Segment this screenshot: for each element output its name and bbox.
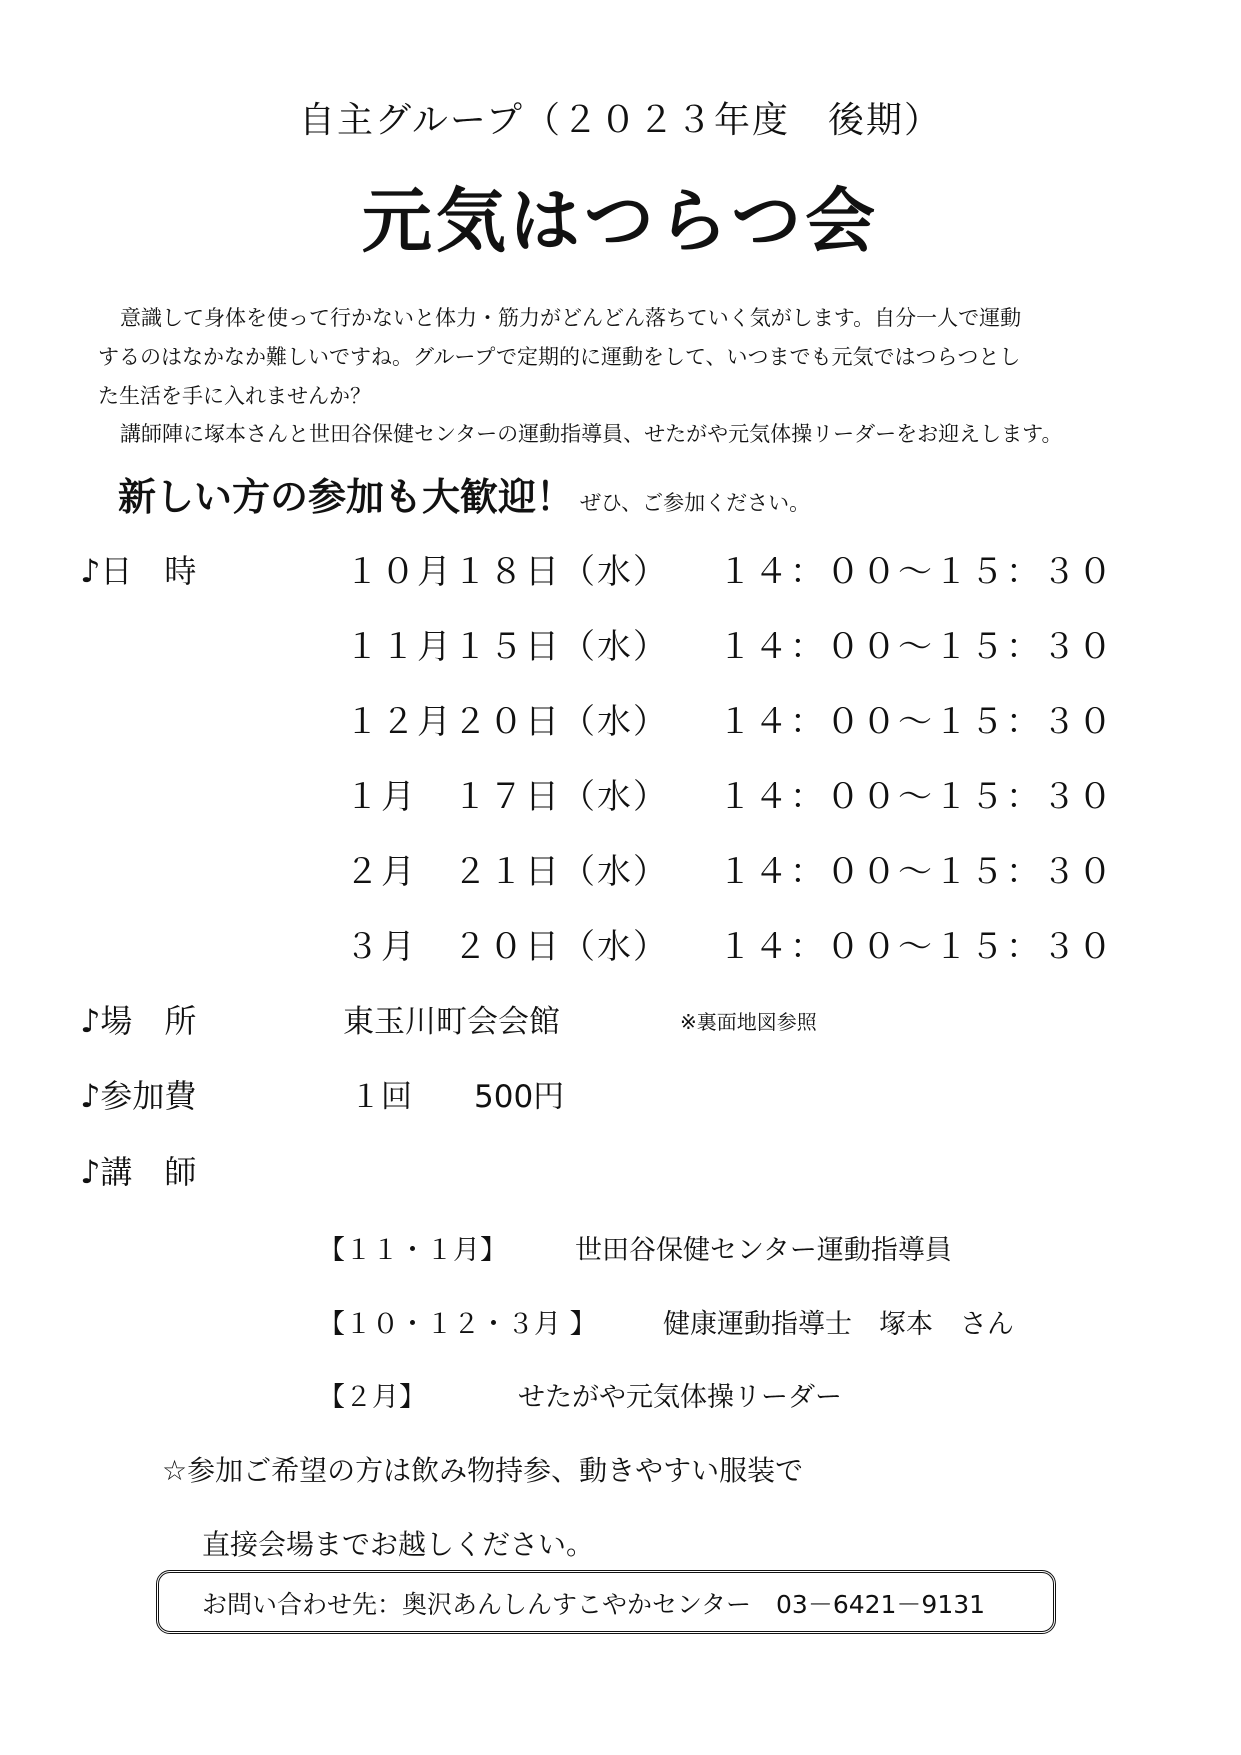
contact-info: お問い合わせ先：奥沢あんしんすこやかセンター 03－6421－9131: [202, 1590, 986, 1619]
lecturer-months: 【１０・１２・３月 】: [318, 1309, 597, 1340]
schedule-date: １０月１８日（水）: [345, 552, 669, 592]
page-title: 元気はつらつ会: [361, 180, 880, 262]
lecturer-name: せたがや元気体操リーダー: [518, 1382, 842, 1413]
lecturer-name: 健康運動指導士 塚本 さん: [663, 1309, 1014, 1340]
intro-line-4: 講師陣に塚本さんと世田谷保健センターの運動指導員、せたがや元気体操リーダーをお迎えします。: [120, 422, 1063, 446]
schedule-date: １１月１５日（水）: [345, 627, 669, 667]
schedule-time: １４：００～１５：３０: [718, 552, 1114, 592]
lecturer-name: 世田谷保健センター運動指導員: [575, 1235, 952, 1266]
place-label: ♪場 所: [80, 1002, 197, 1040]
place-value: 東玉川町会会館: [343, 1004, 560, 1040]
schedule-time: １４：００～１５：３０: [718, 927, 1114, 967]
schedule-date: １月 １７日（水）: [345, 777, 669, 817]
lecturer-months: 【１１・１月】: [318, 1235, 507, 1266]
subtitle: 自主グループ（２０２３年度 後期）: [298, 100, 943, 141]
intro-line-1: 意識して身体を使って行かないと体力・筋力がどんどん落ちていく気がします。自分一人で運動: [120, 306, 1022, 330]
schedule-time: １４：００～１５：３０: [718, 852, 1114, 892]
welcome-sub: ぜひ、ご参加ください。: [580, 491, 811, 515]
schedule-date: ２月 ２１日（水）: [345, 852, 669, 892]
intro-line-3: た生活を手に入れませんか？: [98, 384, 371, 408]
schedule-label: ♪日 時: [80, 552, 197, 590]
welcome-main: 新しい方の参加も大歓迎！: [118, 475, 575, 519]
fee-label: ♪参加費: [80, 1077, 197, 1115]
schedule-time: １４：００～１５：３０: [718, 627, 1114, 667]
schedule-date: １２月２０日（水）: [345, 702, 669, 742]
footer-line-1: ☆参加ご希望の方は飲み物持参、動きやすい服装で: [162, 1454, 804, 1487]
welcome-message: [118, 466, 810, 521]
lecturer-label: ♪講 師: [80, 1153, 197, 1191]
schedule-time: １４：００～１５：３０: [718, 702, 1114, 742]
fee-value: １回 500円: [350, 1079, 565, 1115]
lecturer-months: 【２月】: [318, 1382, 426, 1413]
schedule-date: ３月 ２０日（水）: [345, 927, 669, 967]
intro-line-2: するのはなかなか難しいですね。グループで定期的に運動をして、いつまでも元気ではつらつとし: [98, 345, 1021, 369]
footer-line-2: 直接会場までお越しください。: [202, 1528, 595, 1561]
schedule-time: １４：００～１５：３０: [718, 777, 1114, 817]
place-note: ※裏面地図参照: [680, 1010, 817, 1034]
